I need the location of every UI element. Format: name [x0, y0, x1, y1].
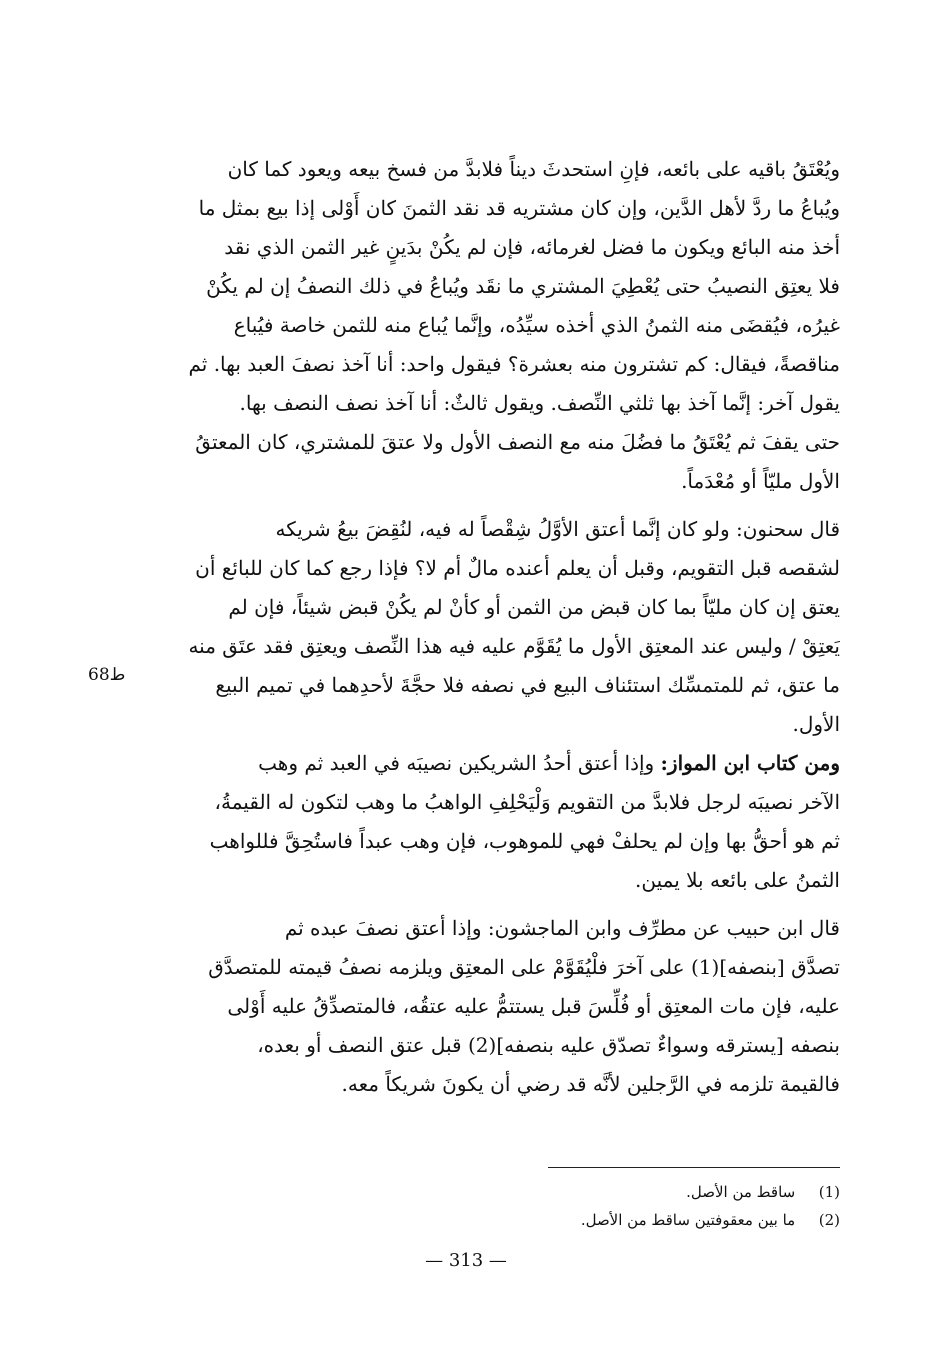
page-number: — 313 —: [425, 1250, 507, 1271]
text-line: فلا يعتِق النصيبُ حتى يُعْطِيَ المشتري ما نقَد ويُباعُ في ذلك النصفُ إن لم يكُنْ: [206, 274, 840, 298]
text-line: فالقيمة تلزمه في الرَّجلين لأنَّه قد رضي أن يكونَ شريكاً معه.: [341, 1072, 840, 1096]
text-line: عليه، فإن مات المعتِق أو فُلِّسَ قبل يستتمُّ عليه عتقُه، فالمتصدِّقُ عليه أَوْلى: [227, 994, 840, 1018]
text-line: مناقصةً، فيقال: كم تشترون منه بعشرة؟ فيقول واحد: أنا آخذ نصفَ العبد بها. ثم: [188, 352, 840, 376]
margin-folio-note: ط68: [88, 665, 126, 685]
text-line: الأول مليّاً أو مُعْدَماً.: [681, 469, 840, 493]
paragraph-4: [150, 909, 840, 1104]
footnote: [150, 1178, 840, 1206]
footnotes: [150, 1178, 840, 1234]
main-text: [150, 150, 840, 1104]
text-line: تصدَّق [بنصفه](1) على آخرَ فلْيُقَوَّمْ على المعتِق ويلزمه نصفُ قيمته للمتصدَّق: [208, 955, 840, 979]
text-line: حتى يقفَ ثم يُعْتَقُ ما فضُلَ منه مع النصف الأول ولا عتقَ للمشتري، كان المعتقُ: [195, 430, 840, 454]
paragraph-2: [150, 510, 840, 744]
text-line: لشقصه قبل التقويم، وقبل أن يعلم أعنده مالٌ أم لا؟ فإذا رجع كما كان للبائع أن: [195, 556, 840, 580]
text-line: بنصفه [يسترقه وسواءٌ تصدّق عليه بنصفه](2) قبل عتق النصف أو بعده،: [257, 1033, 840, 1057]
text-line: [150, 744, 840, 783]
text-line: الآخر نصيبَه لرجل فلابدَّ من التقويم وَلْيَحْلِفِ الواهبُ ما وهب لتكون له القيمةُ،: [214, 790, 840, 814]
paragraph-3: [150, 744, 840, 900]
text-line: يعتق إن كان مليّاً بما كان قبض من الثمن أو كأنْ لم يكُنْ قبض شيئاً، فإن لم: [228, 595, 840, 619]
text-line: أخذ منه البائع ويكون ما فضل لغرمائه، فإن لم يكُنْ بدَينٍ غير الثمن الذي نقد: [224, 235, 840, 259]
text-line: غيرُه، فيُقضَى منه الثمنُ الذي أخذه سيِّدُه، وإنَّما يُباع منه للثمن خاصة فيُباع: [233, 313, 840, 337]
text-line: ويُعْتَقُ باقيه على بائعه، فإنِ استحدثَ ديناً فلابدَّ من فسخ بيعه ويعود كما كان: [227, 157, 840, 181]
footnote-number: (2): [818, 1211, 840, 1229]
paragraph-1: [150, 150, 840, 501]
text-line: ثم هو أحقُّ بها وإن لم يحلفْ فهي للموهوب، فإن وهب عبداً فاستُحِقَّ فللواهب: [209, 829, 840, 853]
text-line: قال ابن حبيب عن مطرِّف وابن الماجشون: وإذا أعتق نصفَ عبده ثم: [284, 916, 840, 940]
text-line: الأول.: [792, 712, 840, 736]
text-line: يقول آخر: إنَّما آخذ بها ثلثي النِّصف. ويقول ثالثٌ: أنا آخذ نصف النصف بها.: [239, 391, 840, 415]
text-line-rest: وإذا أعتق أحدُ الشريكين نصيبَه في العبد ثم وهب: [258, 751, 661, 775]
text-line: قال سحنون: ولو كان إنَّما أعتق الأوَّلُ شِقْصاً له فيه، لنُقِضَ بيعُ شريكه: [275, 517, 840, 541]
text-line: يَعتِقْ / وليس عند المعتِق الأول ما يُقَوَّم عليه فيه هذا النِّصف ويعتِق فقد عتَق منه: [188, 634, 840, 658]
text-line: ما عتق، ثم للمتمسِّك استئناف البيع في نصفه فلا حجَّةَ لأحدِهما في تميم البيع: [215, 673, 840, 697]
text-line: الثمنُ على بائعه بلا يمين.: [635, 868, 840, 892]
text-line: ويُباعُ ما ردَّ لأهل الدَّين، وإن كان مشتريه قد نقد الثمنَ كان أَوْلى إذا بيع بمثل ما: [198, 196, 840, 220]
footnote-divider: [548, 1167, 840, 1168]
footnote: [150, 1206, 840, 1234]
footnote-number: (1): [818, 1183, 840, 1201]
section-source-heading: ومن كتاب ابن المواز:: [660, 751, 840, 775]
footnote-text: ما بين معقوفتين ساقط من الأصل.: [580, 1211, 796, 1229]
footnote-text: ساقط من الأصل.: [686, 1183, 796, 1201]
